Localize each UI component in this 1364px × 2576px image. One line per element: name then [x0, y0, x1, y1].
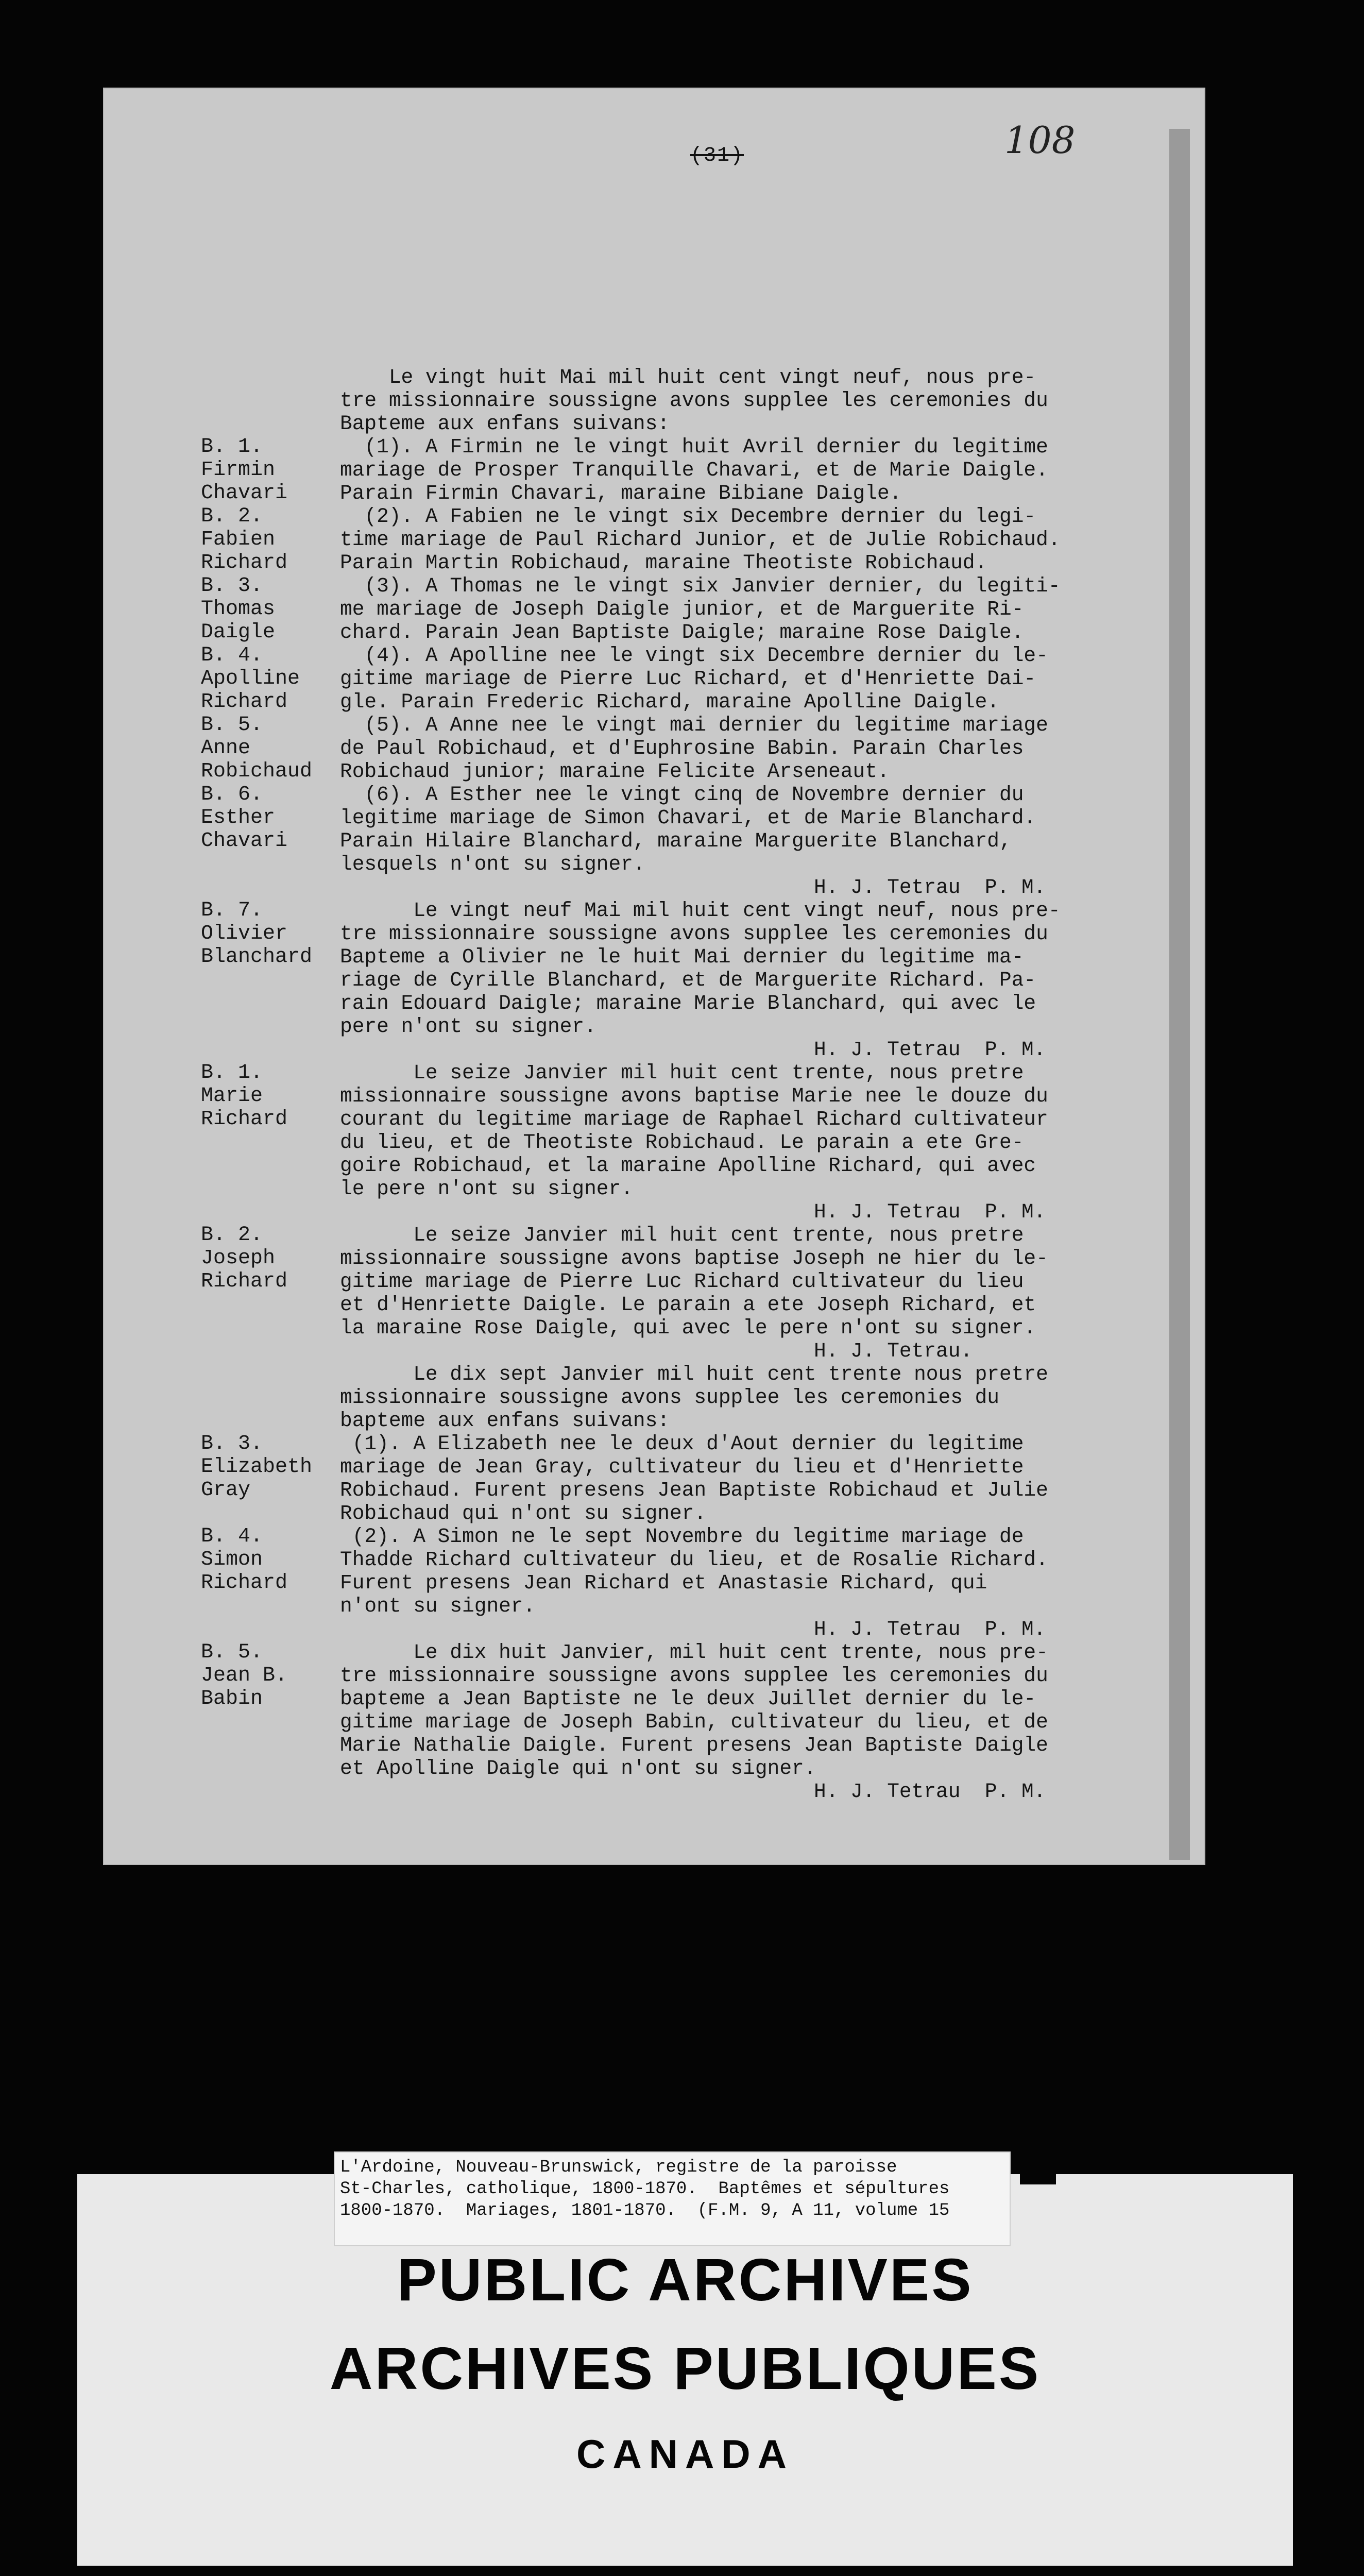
- priest-signature: H. J. Tetrau P. M.: [814, 1200, 1046, 1224]
- card-notch: [1020, 2154, 1056, 2184]
- margin-note: B. 3. Thomas Daigle: [201, 574, 276, 644]
- reference-line-3: 1800-1870. Mariages, 1801-1870. (F.M. 9, A 11, volume 15: [340, 2201, 950, 2221]
- priest-signature: H. J. Tetrau P. M.: [814, 1618, 1046, 1641]
- folio-number: 108: [1004, 118, 1076, 162]
- margin-note: B. 3. Elizabeth Gray: [201, 1432, 313, 1502]
- entry-text: (2). A Fabien ne le vingt six Decembre dernier du legi- time mariage de Paul Richard Junior, et de Julie Robichaud. Parain Martin Robichaud, maraine Theotiste Robichaud.: [340, 505, 1061, 574]
- entry-text: (3). A Thomas ne le vingt six Janvier dernier, du legiti- me mariage de Joseph Daigle junior, et de Marguerite Ri- chard. Parain Jean Baptiste Daigle; maraine Rose Daigle.: [340, 574, 1061, 644]
- page-content: [103, 88, 1205, 1865]
- priest-signature: H. J. Tetrau P. M.: [814, 1038, 1046, 1061]
- entry-text: Le seize Janvier mil huit cent trente, nous pretre missionnaire soussigne avons baptise Joseph ne hier du le- gitime mariage de Pierre Luc Richard cultivateur du lieu et d'Henriette Daigle. Le parain a ete Joseph Richard, et la maraine Rose Daigle, qui avec le pere n'ont su signer.: [340, 1224, 1048, 1340]
- priest-signature: H. J. Tetrau P. M.: [814, 1780, 1046, 1803]
- priest-signature: H. J. Tetrau P. M.: [814, 876, 1046, 899]
- entry-text: Le dix huit Janvier, mil huit cent trente, nous pre- tre missionnaire soussigne avons supplee les ceremonies du bapteme a Jean Baptiste ne le deux Juillet dernier du le- gitime mariage de Joseph Babin, cultivateur du lieu, et de Marie Nathalie Daigle. Furent presens Jean Baptiste Daigle et Apolline Daigle qui n'ont su signer.: [340, 1641, 1048, 1780]
- archive-title-english: PUBLIC ARCHIVES: [397, 2246, 974, 2313]
- margin-note: B. 1. Firmin Chavari: [201, 435, 288, 505]
- page-number: (31): [690, 144, 744, 167]
- margin-note: B. 5. Anne Robichaud: [201, 714, 313, 783]
- margin-note: B. 2. Fabien Richard: [201, 505, 288, 574]
- archive-country: CANADA: [576, 2431, 794, 2477]
- margin-note: B. 7. Olivier Blanchard: [201, 899, 313, 969]
- entry-text: Le dix sept Janvier mil huit cent trente nous pretre missionnaire soussigne avons supplee les ceremonies du bapteme aux enfans suivans:: [340, 1363, 1048, 1432]
- margin-note: B. 4. Apolline Richard: [201, 644, 300, 714]
- entry-text: (6). A Esther nee le vingt cinq de Novembre dernier du legitime mariage de Simon Chavari, et de Marie Blanchard. Parain Hilaire Blanchard, maraine Marguerite Blanchard, lesquels n'ont su signer.: [340, 783, 1036, 876]
- entry-text: (5). A Anne nee le vingt mai dernier du legitime mariage de Paul Robichaud, et d'Euphrosine Babin. Parain Charles Robichaud junior; maraine Felicite Arseneaut.: [340, 714, 1048, 783]
- entry-text: (4). A Apolline nee le vingt six Decembre dernier du le- gitime mariage de Pierre Luc Richard, et d'Henriette Dai- gle. Parain Frederic Richard, maraine Apolline Daigle.: [340, 644, 1048, 714]
- entry-text: (2). A Simon ne le sept Novembre du legitime mariage de Thadde Richard cultivateur du lieu, et de Rosalie Richard. Furent presens Jean Richard et Anastasie Richard, qui n'ont su signer.: [340, 1525, 1048, 1618]
- priest-signature: H. J. Tetrau.: [814, 1340, 973, 1363]
- margin-note: B. 4. Simon Richard: [201, 1525, 288, 1595]
- entry-text: Le vingt huit Mai mil huit cent vingt neuf, nous pre- tre missionnaire soussigne avons supplee les ceremonies du Bapteme aux enfans suivans:: [340, 366, 1048, 435]
- entry-text: (1). A Elizabeth nee le deux d'Aout dernier du legitime mariage de Jean Gray, cultivateur du lieu et d'Henriette Robichaud. Furent presens Jean Baptiste Robichaud et Julie Robichaud qui n'ont su signer.: [340, 1432, 1048, 1525]
- entry-text: Le vingt neuf Mai mil huit cent vingt neuf, nous pre- tre missionnaire soussigne avons supplee les ceremonies du Bapteme a Olivier ne le huit Mai dernier du legitime ma- riage de Cyrille Blanchard, et de Marguerite Richard. Pa- rain Edouard Daigle; maraine Marie Blanchard, qui avec le pere n'ont su signer.: [340, 899, 1061, 1038]
- margin-note: B. 1. Marie Richard: [201, 1061, 288, 1131]
- archive-title-french: ARCHIVES PUBLIQUES: [329, 2335, 1041, 2402]
- reference-line-1: L'Ardoine, Nouveau-Brunswick, registre de la paroisse: [340, 2158, 897, 2177]
- reference-line-2: St-Charles, catholique, 1800-1870. Baptêmes et sépultures: [340, 2179, 950, 2199]
- margin-note: B. 5. Jean B. Babin: [201, 1641, 288, 1710]
- entry-text: Le seize Janvier mil huit cent trente, nous pretre missionnaire soussigne avons baptise Marie nee le douze du courant du legitime mariage de Raphael Richard cultivateur du lieu, et de Theotiste Robichaud. Le parain a ete Gre- goire Robichaud, et la maraine Apolline Richard, qui avec le pere n'ont su signer.: [340, 1061, 1048, 1200]
- margin-note: B. 6. Esther Chavari: [201, 783, 288, 853]
- entry-text: (1). A Firmin ne le vingt huit Avril dernier du legitime mariage de Prosper Tranquille Chavari, et de Marie Daigle. Parain Firmin Chavari, maraine Bibiane Daigle.: [340, 435, 1048, 505]
- margin-note: B. 2. Joseph Richard: [201, 1224, 288, 1293]
